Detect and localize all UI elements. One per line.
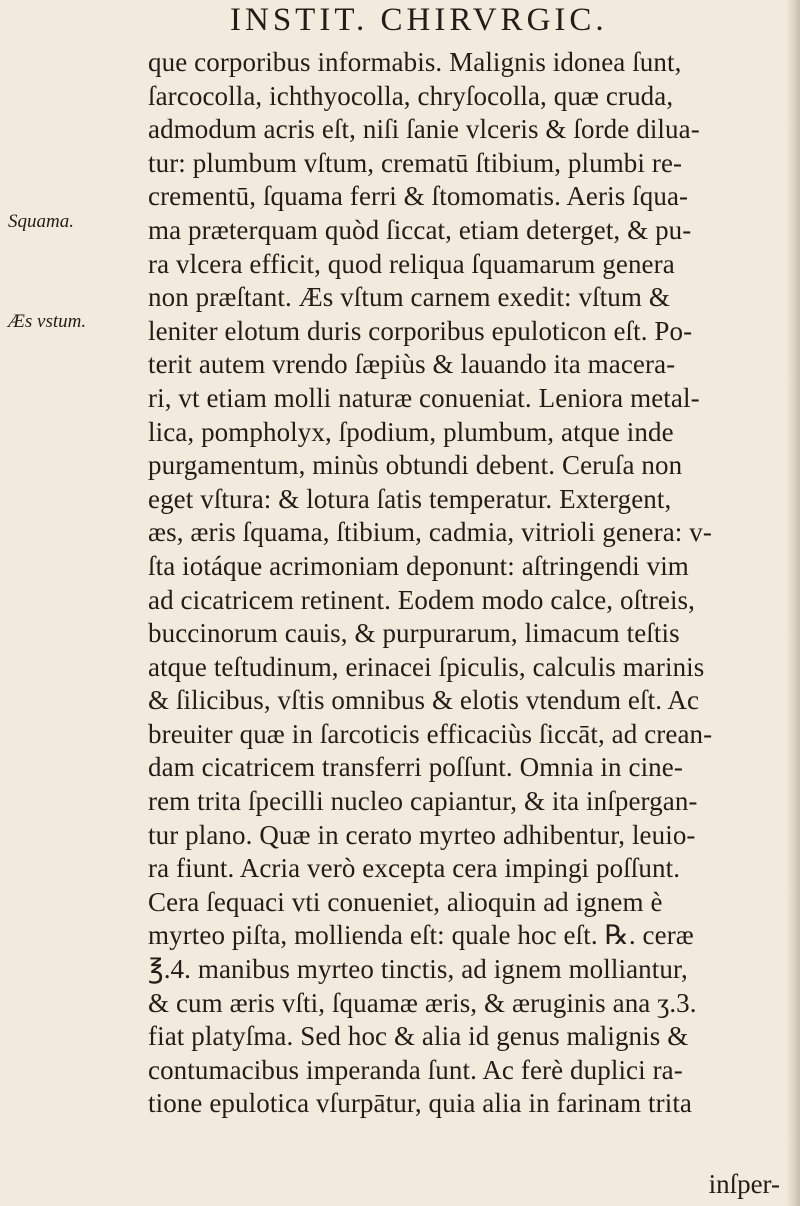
- text-line: rem trita ſpecilli nucleo capiantur, & ita inſpergan-: [148, 786, 698, 817]
- text-line: dam cicatricem transferri poſſunt. Omnia in cine-: [148, 752, 683, 783]
- text-line: lica, pompholyx, ſpodium, plumbum, atque inde: [148, 416, 674, 447]
- text-line: Cera ſequaci vti conueniet, alioquin ad ignem è: [148, 886, 663, 917]
- text-line: æs, æris ſquama, ſtibium, cadmia, vitrioli genera: v-: [148, 517, 712, 548]
- marginal-note-aes-vstum: Æs vstum.: [8, 311, 87, 332]
- text-line: leniter elotum duris corporibus epuloticon eſt. Po-: [148, 315, 693, 346]
- text-line: ri, vt etiam molli naturæ conueniat. Leniora metal-: [148, 382, 700, 413]
- marginal-note-squama: Squama.: [8, 211, 74, 232]
- text-line: ſarcocolla, ichthyocolla, chryſocolla, quæ cruda,: [148, 80, 674, 111]
- text-line: terit autem vrendo ſæpiùs & lauando ita macera-: [148, 349, 676, 380]
- text-line: ma præterquam quòd ſiccat, etiam deterget, & pu-: [148, 214, 692, 245]
- text-line: myrteo piſta, mollienda eſt: quale hoc eſt. ℞. ceræ: [148, 920, 694, 951]
- text-line: que corporibus informabis. Malignis idonea ſunt,: [148, 47, 682, 77]
- text-line: ℥.4. manibus myrteo tinctis, ad ignem molliantur,: [148, 954, 688, 985]
- text-line: tione epulotica vſurpātur, quia alia in farinam trita: [148, 1088, 693, 1119]
- text-line: eget vſtura: & lotura ſatis temperatur. Extergent,: [148, 483, 672, 514]
- text-line: breuiter quæ in ſarcoticis efficaciùs ſiccāt, ad crean-: [148, 718, 713, 749]
- catchword: inſper-: [708, 1169, 780, 1199]
- text-line: contumacibus imperanda ſunt. Ac ferè duplici ra-: [148, 1054, 683, 1085]
- text-line: fiat platyſma. Sed hoc & alia id genus malignis &: [148, 1021, 689, 1052]
- text-line: crementū, ſquama ferri & ſtomomatis. Aeris ſqua-: [148, 181, 689, 212]
- body-text: [148, 46, 788, 1121]
- text-line: & ſilicibus, vſtis omnibus & elotis vtendum eſt. Ac: [148, 685, 700, 716]
- text-line: & cum æris vſti, ſquamæ æris, & æruginis ana ʒ.3.: [148, 987, 697, 1018]
- text-line: atque teſtudinum, erinacei ſpiculis, calculis marinis: [148, 651, 705, 682]
- running-head: INSTIT. CHIRVRGIC.: [230, 2, 608, 38]
- text-line: tur plano. Quæ in cerato myrteo adhibentur, leuio-: [148, 819, 696, 850]
- text-line: ra fiunt. Acria verò excepta cera impingi poſſunt.: [148, 853, 681, 884]
- text-line: ſta iotáque acrimoniam deponunt: aſtringendi vim: [148, 550, 689, 581]
- text-line: ra vlcera efficit, quod reliqua ſquamarum genera: [148, 248, 675, 279]
- text-line: non præſtant. Æs vſtum carnem exedit: vſtum &: [148, 282, 670, 313]
- text-line: ad cicatricem retinent. Eodem modo calce, oſtreis,: [148, 584, 696, 615]
- page-edge-shadow: [786, 0, 800, 1206]
- text-line: buccinorum cauis, & purpurarum, limacum teſtis: [148, 618, 680, 649]
- text-line: tur: plumbum vſtum, crematū ſtibium, plumbi re-: [148, 147, 683, 178]
- text-line: purgamentum, minùs obtundi debent. Ceruſa non: [148, 450, 683, 481]
- text-line: admodum acris eſt, niſi ſanie vlceris & ſorde dilua-: [148, 114, 700, 145]
